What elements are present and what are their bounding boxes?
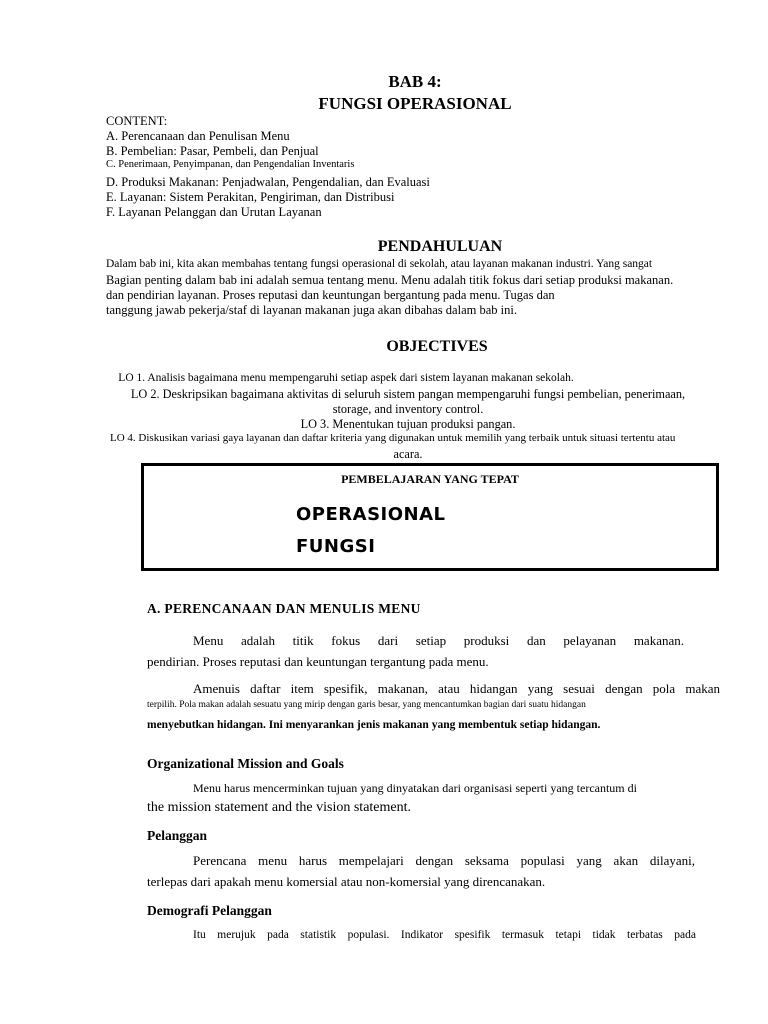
customer-text: Perencana menu harus mempelajari dengan seksama populasi yang akan dilayani, — [193, 853, 695, 868]
mission-text: the mission statement and the vision statement. — [147, 800, 412, 815]
contents-item: B. Pembelian: Pasar, Pembeli, dan Penjual — [106, 144, 319, 158]
page-title: FUNGSI OPERASIONAL — [318, 94, 512, 113]
learning-box-line1: OPERASIONAL — [296, 504, 446, 525]
learning-box-heading: PEMBELAJARAN YANG TEPAT — [341, 472, 519, 486]
contents-item: D. Produksi Makanan: Penjadwalan, Pengendalian, dan Evaluasi — [106, 175, 430, 189]
section-a-heading: A. PERENCANAAN DAN MENULIS MENU — [147, 601, 421, 616]
objective-line: LO 4. Diskusikan variasi gaya layanan dan daftar kriteria yang digunakan untuk memilih yang terbaik untuk situasi tertentu atau — [110, 432, 676, 444]
intro-line: dan pendirian layanan. Proses reputasi dan keuntungan bergantung pada menu. Tugas dan — [106, 288, 555, 302]
section-a-text: terpilih. Pola makan adalah sesuatu yang mirip dengan garis besar, yang mencantumkan bagian dari suatu hidangan — [147, 700, 586, 710]
section-a-text: Menu adalah titik fokus dari setiap produksi dan pelayanan makanan. — [193, 633, 684, 648]
objective-line: LO 2. Deskripsikan bagaimana aktivitas di seluruh sistem pangan mempengaruhi fungsi pembelian, penerimaan, — [130, 387, 686, 401]
intro-heading: PENDAHULUAN — [377, 238, 503, 255]
section-a-text: Amenuis daftar item spesifik, makanan, atau hidangan yang sesuai dengan pola makan — [193, 681, 720, 696]
objective-line: storage, and inventory control. — [332, 402, 484, 416]
customer-heading: Pelanggan — [147, 828, 208, 843]
demographics-text: Itu merujuk pada statistik populasi. Indikator spesifik termasuk tetapi tidak terbatas pada — [193, 929, 696, 941]
objective-line: LO 1. Analisis bagaimana menu mempengaruhi setiap aspek dari sistem layanan makanan sekolah. — [118, 372, 574, 384]
section-a-text: pendirian. Proses reputasi dan keuntungan tergantung pada menu. — [147, 654, 489, 669]
objective-line: acara. — [393, 447, 423, 461]
learning-box — [141, 463, 719, 571]
objective-line: LO 3. Menentukan tujuan produksi pangan. — [300, 417, 516, 431]
customer-text: terlepas dari apakah menu komersial atau non-komersial yang direncanakan. — [147, 874, 546, 889]
contents-item: F. Layanan Pelanggan dan Urutan Layanan — [106, 205, 322, 219]
learning-box-line2: FUNGSI — [296, 536, 376, 557]
intro-line: Bagian penting dalam bab ini adalah semua tentang menu. Menu adalah titik fokus dari setiap produksi makanan. — [106, 273, 674, 287]
intro-line: Dalam bab ini, kita akan membahas tentang fungsi operasional di sekolah, atau layanan makanan industri. Yang sangat — [106, 258, 653, 270]
contents-item: E. Layanan: Sistem Perakitan, Pengiriman, dan Distribusi — [106, 190, 395, 204]
section-a-text: menyebutkan hidangan. Ini menyarankan jenis makanan yang membentuk setiap hidangan. — [147, 719, 601, 731]
objectives-heading: OBJECTIVES — [386, 338, 488, 355]
intro-line: tanggung jawab pekerja/staf di layanan makanan juga akan dibahas dalam bab ini. — [106, 303, 517, 317]
mission-heading: Organizational Mission and Goals — [147, 756, 344, 771]
demographics-heading: Demografi Pelanggan — [147, 903, 272, 918]
contents-item: C. Penerimaan, Penyimpanan, dan Pengendalian Inventaris — [106, 159, 355, 170]
mission-text: Menu harus mencerminkan tujuan yang dinyatakan dari organisasi seperti yang tercantum di — [193, 781, 637, 795]
chapter-number: BAB 4: — [388, 72, 442, 91]
contents-label: CONTENT: — [106, 114, 168, 128]
contents-item: A. Perencanaan dan Penulisan Menu — [106, 129, 290, 143]
